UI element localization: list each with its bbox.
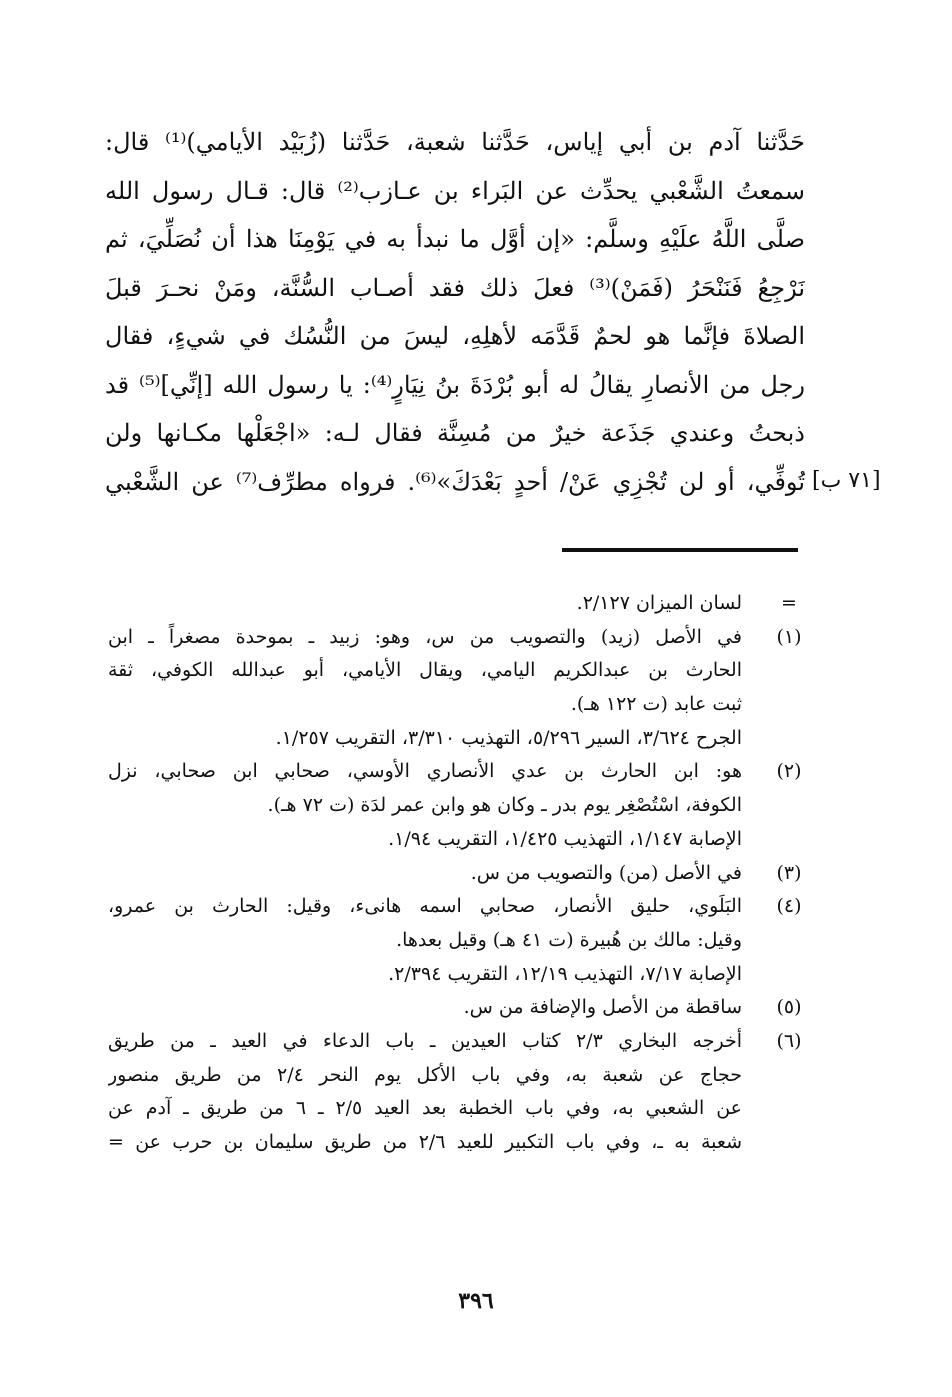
footnote-text: وقيل: مالك بن هُبيرة (ت ٤١ هـ) وقيل بعدها. (396, 928, 742, 951)
main-text-line: صلَّى اللَّهُ علَيْهِ وسلَّم: «إن أوَّل ما نبدأ به في يَوْمِنَا هذا أن نُصَلِّيَ، ثم (105, 225, 805, 253)
main-text-line: نَرْجِعُ فَنَنْحَرُ (فَمَنْ)⁽³⁾ فعلَ ذلك فقد أصـاب السُّنَّة، ومَنْ نحـرَ قبلَ (105, 273, 805, 302)
footnote-line (100, 789, 810, 823)
footnote-text: شعبة به ـ، وفي باب التكبير للعيد ٢/٦ من طريق سليمان بن حرب عن = (108, 1131, 742, 1153)
footnote-line (100, 722, 810, 756)
footnote-line (100, 688, 810, 722)
main-text-line: ذبحتُ وعندي جَذَعة خيرٌ من مُسِنَّة فقال لـه: «اجْعَلْها مكـانها ولن (105, 419, 805, 447)
footnote-separator (562, 548, 798, 552)
footnote-text: الإصابة ١/١٤٧، التهذيب ١/٤٢٥، التقريب ١/٩٤. (388, 827, 742, 850)
page-number: ٣٩٦ (458, 1288, 494, 1314)
footnote-text: لسان الميزان ٢/١٢٧. (576, 592, 742, 614)
footnote-text: في الأصل (من) والتصويب من س. (470, 861, 742, 884)
footnote-line (100, 1059, 810, 1093)
footnote-line (100, 857, 810, 891)
main-text-line: الصلاةَ فإنَّما هو لحمٌ قَدَّمَه لأهلِهِ، ليسَ من النُّسُك في شيءٍ، فقال (105, 322, 805, 350)
footnote-line (100, 1092, 810, 1126)
footnote-number: (١) (776, 625, 802, 648)
footnotes (100, 587, 810, 1160)
footnote-line (100, 958, 810, 992)
footnote-line (100, 654, 810, 688)
footnote-text: ساقطة من الأصل والإضافة من س. (463, 996, 742, 1019)
footnote-line (100, 823, 810, 857)
footnote-line (100, 1126, 810, 1160)
footnote-number: (٤) (776, 895, 802, 918)
main-text-line: رجل من الأنصارِ يقالُ له أبو بُرْدَةَ بنُ نِيَارٍ⁽⁴⁾: يا رسول الله [إنِّي]⁽⁵⁾ قد (105, 370, 805, 399)
footnote-text: ثبت عابد (ت ١٢٢ هـ). (570, 693, 742, 716)
footnote-text: في الأصل (زيد) والتصويب من س، وهو: زبيد ـ بموحدة مصغراً ـ ابن (108, 625, 742, 648)
main-text-line: حَدَّثنا آدم بن أبي إياس، حَدَّثنا شعبة، حَدَّثنا (زُبَيْد الأيامي)⁽¹⁾ قال: (105, 128, 805, 156)
footnote-number: (٣) (776, 861, 802, 884)
footnote-text: عن الشعبي به، وفي باب الخطبة بعد العيد ٢/٥ ـ ٦ من طريق ـ آدم عن (108, 1097, 742, 1120)
main-text-line: سمعتُ الشَّعْبي يحدِّث عن البَراء بن عـازب⁽²⁾ قال: قـال رسول الله (105, 176, 805, 205)
footnote-marker: = (781, 592, 797, 614)
footnote-number: (٦) (776, 1029, 802, 1052)
footnote-line (100, 924, 810, 958)
footnote-line (100, 587, 810, 621)
footnote-line (100, 755, 810, 789)
footnote-text: حجاج عن شعبة به، وفي باب الأكل يوم النحر ٢/٤ من طريق منصور (108, 1063, 742, 1086)
footnote-text: البَلَوي، حليق الأنصار، صحابي اسمه هانىء، وقيل: الحارث بن عمرو، (108, 895, 742, 918)
footnote-line (100, 1025, 810, 1059)
footnote-text: الإصابة ٧/١٧، التهذيب ١٢/١٩، التقريب ٢/٣٩٤. (388, 962, 742, 985)
footnote-text: هو: ابن الحارث بن عدي الأنصاري الأوسي، صحابي ابن صحابي، نزل (108, 760, 742, 783)
manuscript-folio-marker: [٧١ ب] (812, 468, 881, 493)
footnote-text: الحارث بن عبدالكريم اليامي، ويقال الأيامي، أبو عبدالله الكوفي، ثقة (108, 659, 742, 682)
footnote-line (100, 991, 810, 1025)
footnote-text: الكوفة، اسْتُصْغِر يوم بدر ـ وكان هو وابن عمر لدَة (ت ٧٢ هـ). (267, 794, 742, 817)
main-text (105, 118, 805, 506)
footnote-text: أخرجه البخاري ٢/٣ كتاب العيدين ـ باب الدعاء في العيد ـ من طريق (108, 1029, 742, 1052)
main-text-line: تُوفِّي، أو لن تُجْزِي عَنْ/ أحدٍ بَعْدَكَ»⁽⁶⁾. فرواه مطرِّف⁽⁷⁾ عن الشَّعْبي (105, 467, 805, 496)
footnote-line (100, 890, 810, 924)
footnote-number: (٢) (776, 760, 802, 783)
footnote-number: (٥) (776, 996, 802, 1019)
footnote-line (100, 621, 810, 655)
footnote-text: الجرح ٣/٦٢٤، السير ٥/٢٩٦، التهذيب ٣/٣١٠، التقريب ١/٢٥٧. (275, 726, 742, 749)
